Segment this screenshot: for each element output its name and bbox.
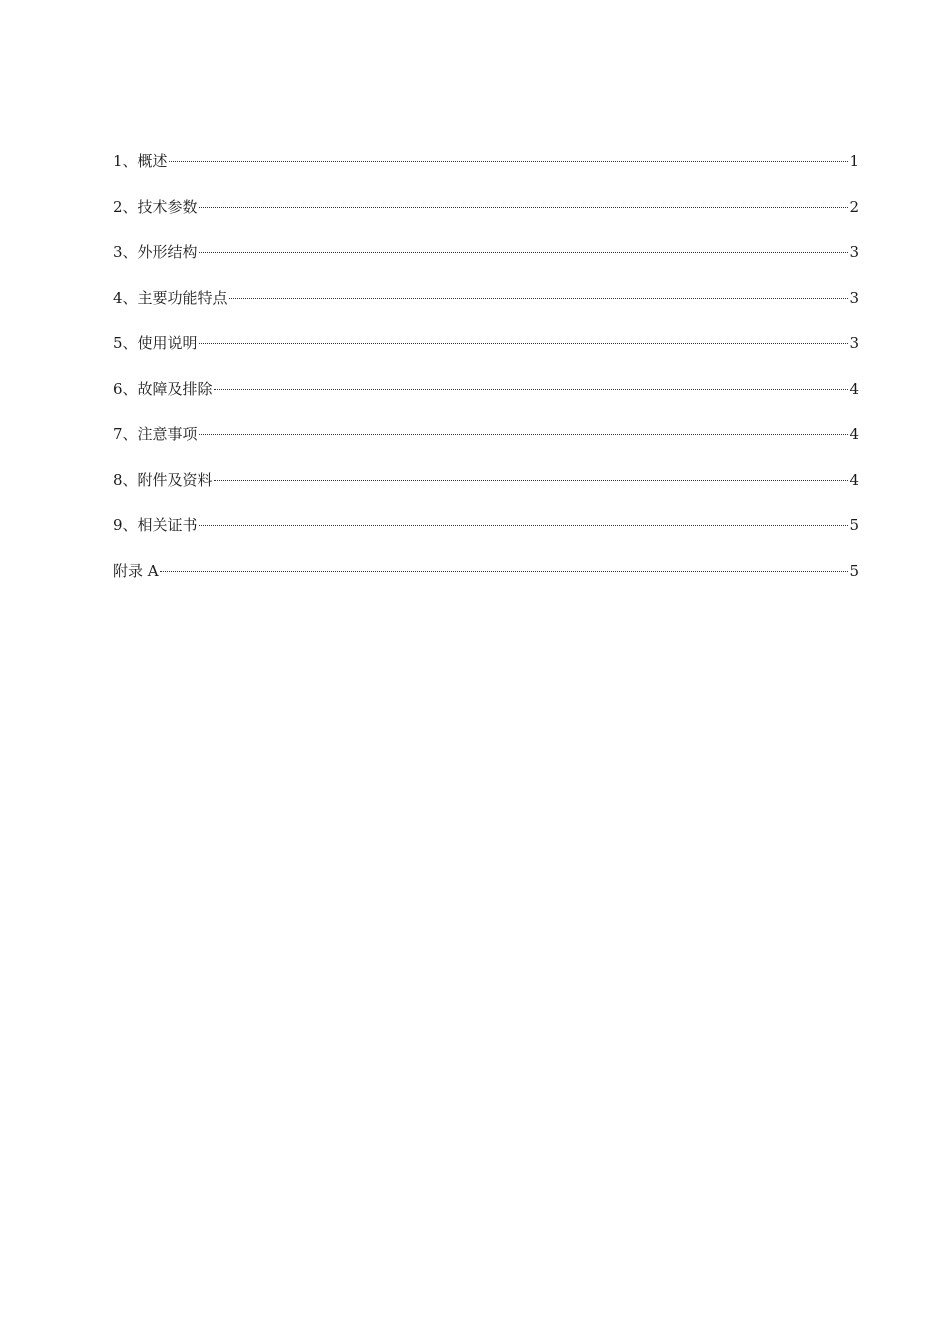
toc-dot-leader <box>199 252 849 253</box>
toc-dot-leader <box>229 298 849 299</box>
toc-entry-page: 3 <box>849 288 859 307</box>
toc-dot-leader <box>199 434 849 435</box>
toc-entry-external-structure[interactable] <box>113 241 859 287</box>
toc-entry-main-features[interactable] <box>113 287 859 333</box>
toc-entry-page: 4 <box>849 470 859 489</box>
toc-entry-precautions[interactable] <box>113 423 859 469</box>
toc-entry-page: 2 <box>849 197 859 216</box>
toc-entry-appendix-a[interactable] <box>113 560 859 606</box>
toc-dot-leader <box>214 389 849 390</box>
toc-dot-leader <box>160 571 849 572</box>
toc-entry-page: 4 <box>849 379 859 398</box>
toc-dot-leader <box>199 525 849 526</box>
toc-entry-title: 附录 A <box>113 561 159 580</box>
toc-entry-page: 5 <box>849 516 859 534</box>
toc-entry-title: 4、主要功能特点 <box>113 288 228 307</box>
toc-entry-accessories[interactable] <box>113 469 859 515</box>
toc-entry-title: 7、注意事项 <box>113 425 198 443</box>
toc-entry-title: 8、附件及资料 <box>113 470 213 489</box>
toc-dot-leader <box>199 343 849 344</box>
table-of-contents <box>113 150 859 605</box>
toc-entry-page: 5 <box>849 561 859 580</box>
toc-entry-instructions[interactable] <box>113 332 859 378</box>
toc-entry-title: 6、故障及排除 <box>113 379 213 398</box>
toc-entry-title: 5、使用说明 <box>113 334 198 352</box>
toc-entry-page: 3 <box>849 334 859 352</box>
toc-entry-certificates[interactable] <box>113 514 859 560</box>
toc-dot-leader <box>214 480 849 481</box>
toc-entry-title: 2、技术参数 <box>113 197 198 216</box>
toc-entry-page: 3 <box>849 243 859 261</box>
toc-entry-page: 1 <box>849 152 859 170</box>
toc-entry-title: 1、概述 <box>113 152 168 170</box>
toc-entry-overview[interactable] <box>113 150 859 196</box>
toc-dot-leader <box>169 161 849 162</box>
toc-entry-title: 9、相关证书 <box>113 516 198 534</box>
toc-entry-page: 4 <box>849 425 859 443</box>
toc-entry-troubleshooting[interactable] <box>113 378 859 424</box>
toc-entry-title: 3、外形结构 <box>113 243 198 261</box>
toc-entry-technical-parameters[interactable] <box>113 196 859 242</box>
toc-dot-leader <box>199 207 849 208</box>
